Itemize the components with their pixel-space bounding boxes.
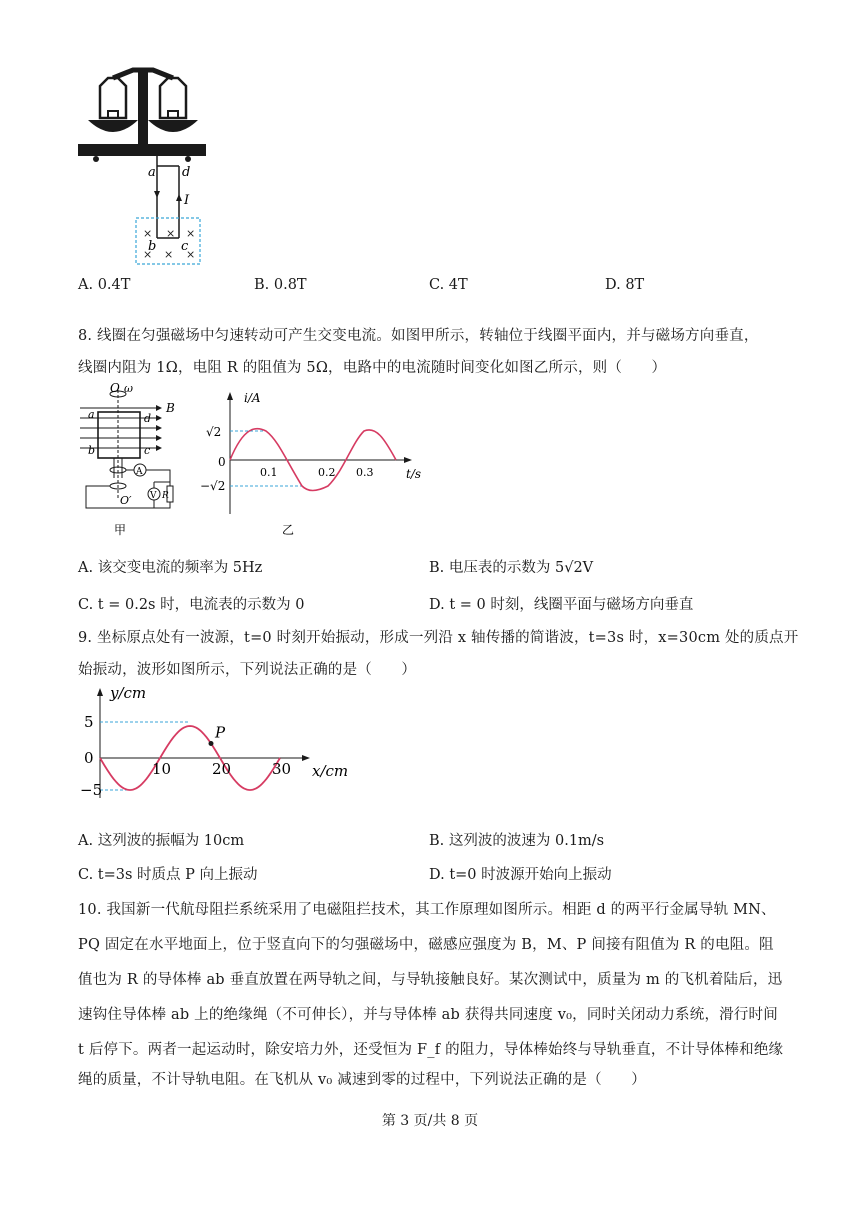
label-R: R [162,491,169,501]
xtick-0.3: 0.3 [356,466,374,479]
svg-text:×: × [166,227,176,240]
q9-option-a: A. 这列波的振幅为 10cm [78,833,245,849]
xtick-20: 20 [212,760,232,778]
svg-text:×: × [186,248,196,261]
q9-stem-line-1: 9. 坐标原点处有一波源，t=0 时刻开始振动，形成一列沿 x 轴传播的简谐波，t=3s 时，x=30cm 处的质点开 [78,630,799,646]
xlabel: t/s [406,467,422,481]
ylabel: y/cm [110,686,147,702]
q7-option-b: B. 0.8T [254,277,307,293]
q10-stem-line-4: 速钩住导体棒 ab 上的绝缘绳（不可伸长），并与导体棒 ab 获得共同速度 v₀，同时关闭动力系统，滑行时间 [78,1007,778,1023]
svg-text:×: × [186,227,196,240]
xtick-0.2: 0.2 [318,466,336,479]
ytick-5: 5 [84,713,94,731]
label-b: b [88,444,96,457]
q10-stem-line-1: 10. 我国新一代航母阻拦系统采用了电磁阻拦技术，其工作原理如图所示。相距 d 的两平行金属导轨 MN、 [78,902,776,918]
current-graph [196,388,426,538]
wave-graph [80,686,360,806]
label-c: c [144,444,151,457]
q9-option-b: B. 这列波的波速为 0.1m/s [429,833,605,849]
xtick-10: 10 [152,760,172,778]
generator-figure [78,382,188,542]
svg-text:×: × [164,248,174,261]
q9-option-d: D. t=0 时波源开始向上振动 [429,867,612,883]
xtick-0.1: 0.1 [260,466,278,479]
ytick-zero: 0 [218,455,226,469]
label-b: b [148,239,157,254]
svg-text:×: × [143,248,153,261]
label-B: B [166,401,175,415]
balance-figure [78,66,208,268]
label-ammeter: A [136,467,143,477]
q10-stem-line-2: PQ 固定在水平地面上，位于竖直向下的匀强磁场中，磁感应强度为 B，M、P 间接有阻值为 R 的电阻。阻 [78,937,774,953]
label-voltmeter: V [150,491,157,501]
caption-jia: 甲 [114,523,127,537]
svg-text:×: × [143,227,153,240]
point-P-label: P [215,723,226,742]
label-d: d [182,165,191,180]
q8-option-d: D. t = 0 时刻，线圈平面与磁场方向垂直 [429,597,694,613]
ytick-neg5: −5 [80,781,103,799]
q8-stem-line-2: 线圈内阻为 1Ω，电阻 R 的阻值为 5Ω，电路中的电流随时间变化如图乙所示，则（ ） [78,360,667,376]
q8-option-c: C. t = 0.2s 时，电流表的示数为 0 [78,597,305,613]
xtick-30: 30 [272,760,292,778]
label-a: a [88,408,95,421]
q7-option-d: D. 8T [605,277,645,293]
caption-yi: 乙 [282,523,295,537]
label-omega: ω [124,382,133,395]
q10-stem-line-3: 值也为 R 的导体棒 ab 垂直放置在两导轨之间，与导轨接触良好。某次测试中，质量为 m 的飞机着陆后，迅 [78,972,783,988]
q8-option-b: B. 电压表的示数为 5√2V [429,560,594,576]
q7-option-c: C. 4T [429,277,468,293]
q10-stem-line-6: 绳的质量，不计导轨电阻。在飞机从 v₀ 减速到零的过程中，下列说法正确的是（ ） [78,1072,646,1088]
label-c: c [181,239,189,254]
ytick-top: √2 [206,425,222,439]
q10-stem-line-5: t 后停下。两者一起运动时，除安培力外，还受恒为 F_f 的阻力，导体棒始终与导轨垂直，不计导体棒和绝缘 [78,1042,784,1058]
xlabel: x/cm [312,762,349,780]
q9-option-c: C. t=3s 时质点 P 向上振动 [78,867,258,883]
page-footer: 第 3 页/共 8 页 [381,1113,479,1129]
label-d: d [144,412,152,425]
point-P-marker [209,741,214,746]
q8-option-a: A. 该交变电流的频率为 5Hz [78,560,263,576]
q9-stem-line-2: 始振动，波形如图所示，下列说法正确的是（ ） [78,662,417,678]
label-Oprime: O′ [120,494,132,507]
ylabel: i/A [244,391,261,405]
label-O: O [110,382,120,395]
q8-stem-line-1: 8. 线圈在匀强磁场中匀速转动可产生交变电流。如图甲所示，转轴位于线圈平面内，并与磁场方向垂直， [78,328,759,344]
label-a: a [148,165,156,180]
q7-option-a: A. 0.4T [78,277,131,293]
label-I: I [184,193,190,208]
ytick-0: 0 [84,749,94,767]
ytick-bottom: −√2 [200,479,226,493]
